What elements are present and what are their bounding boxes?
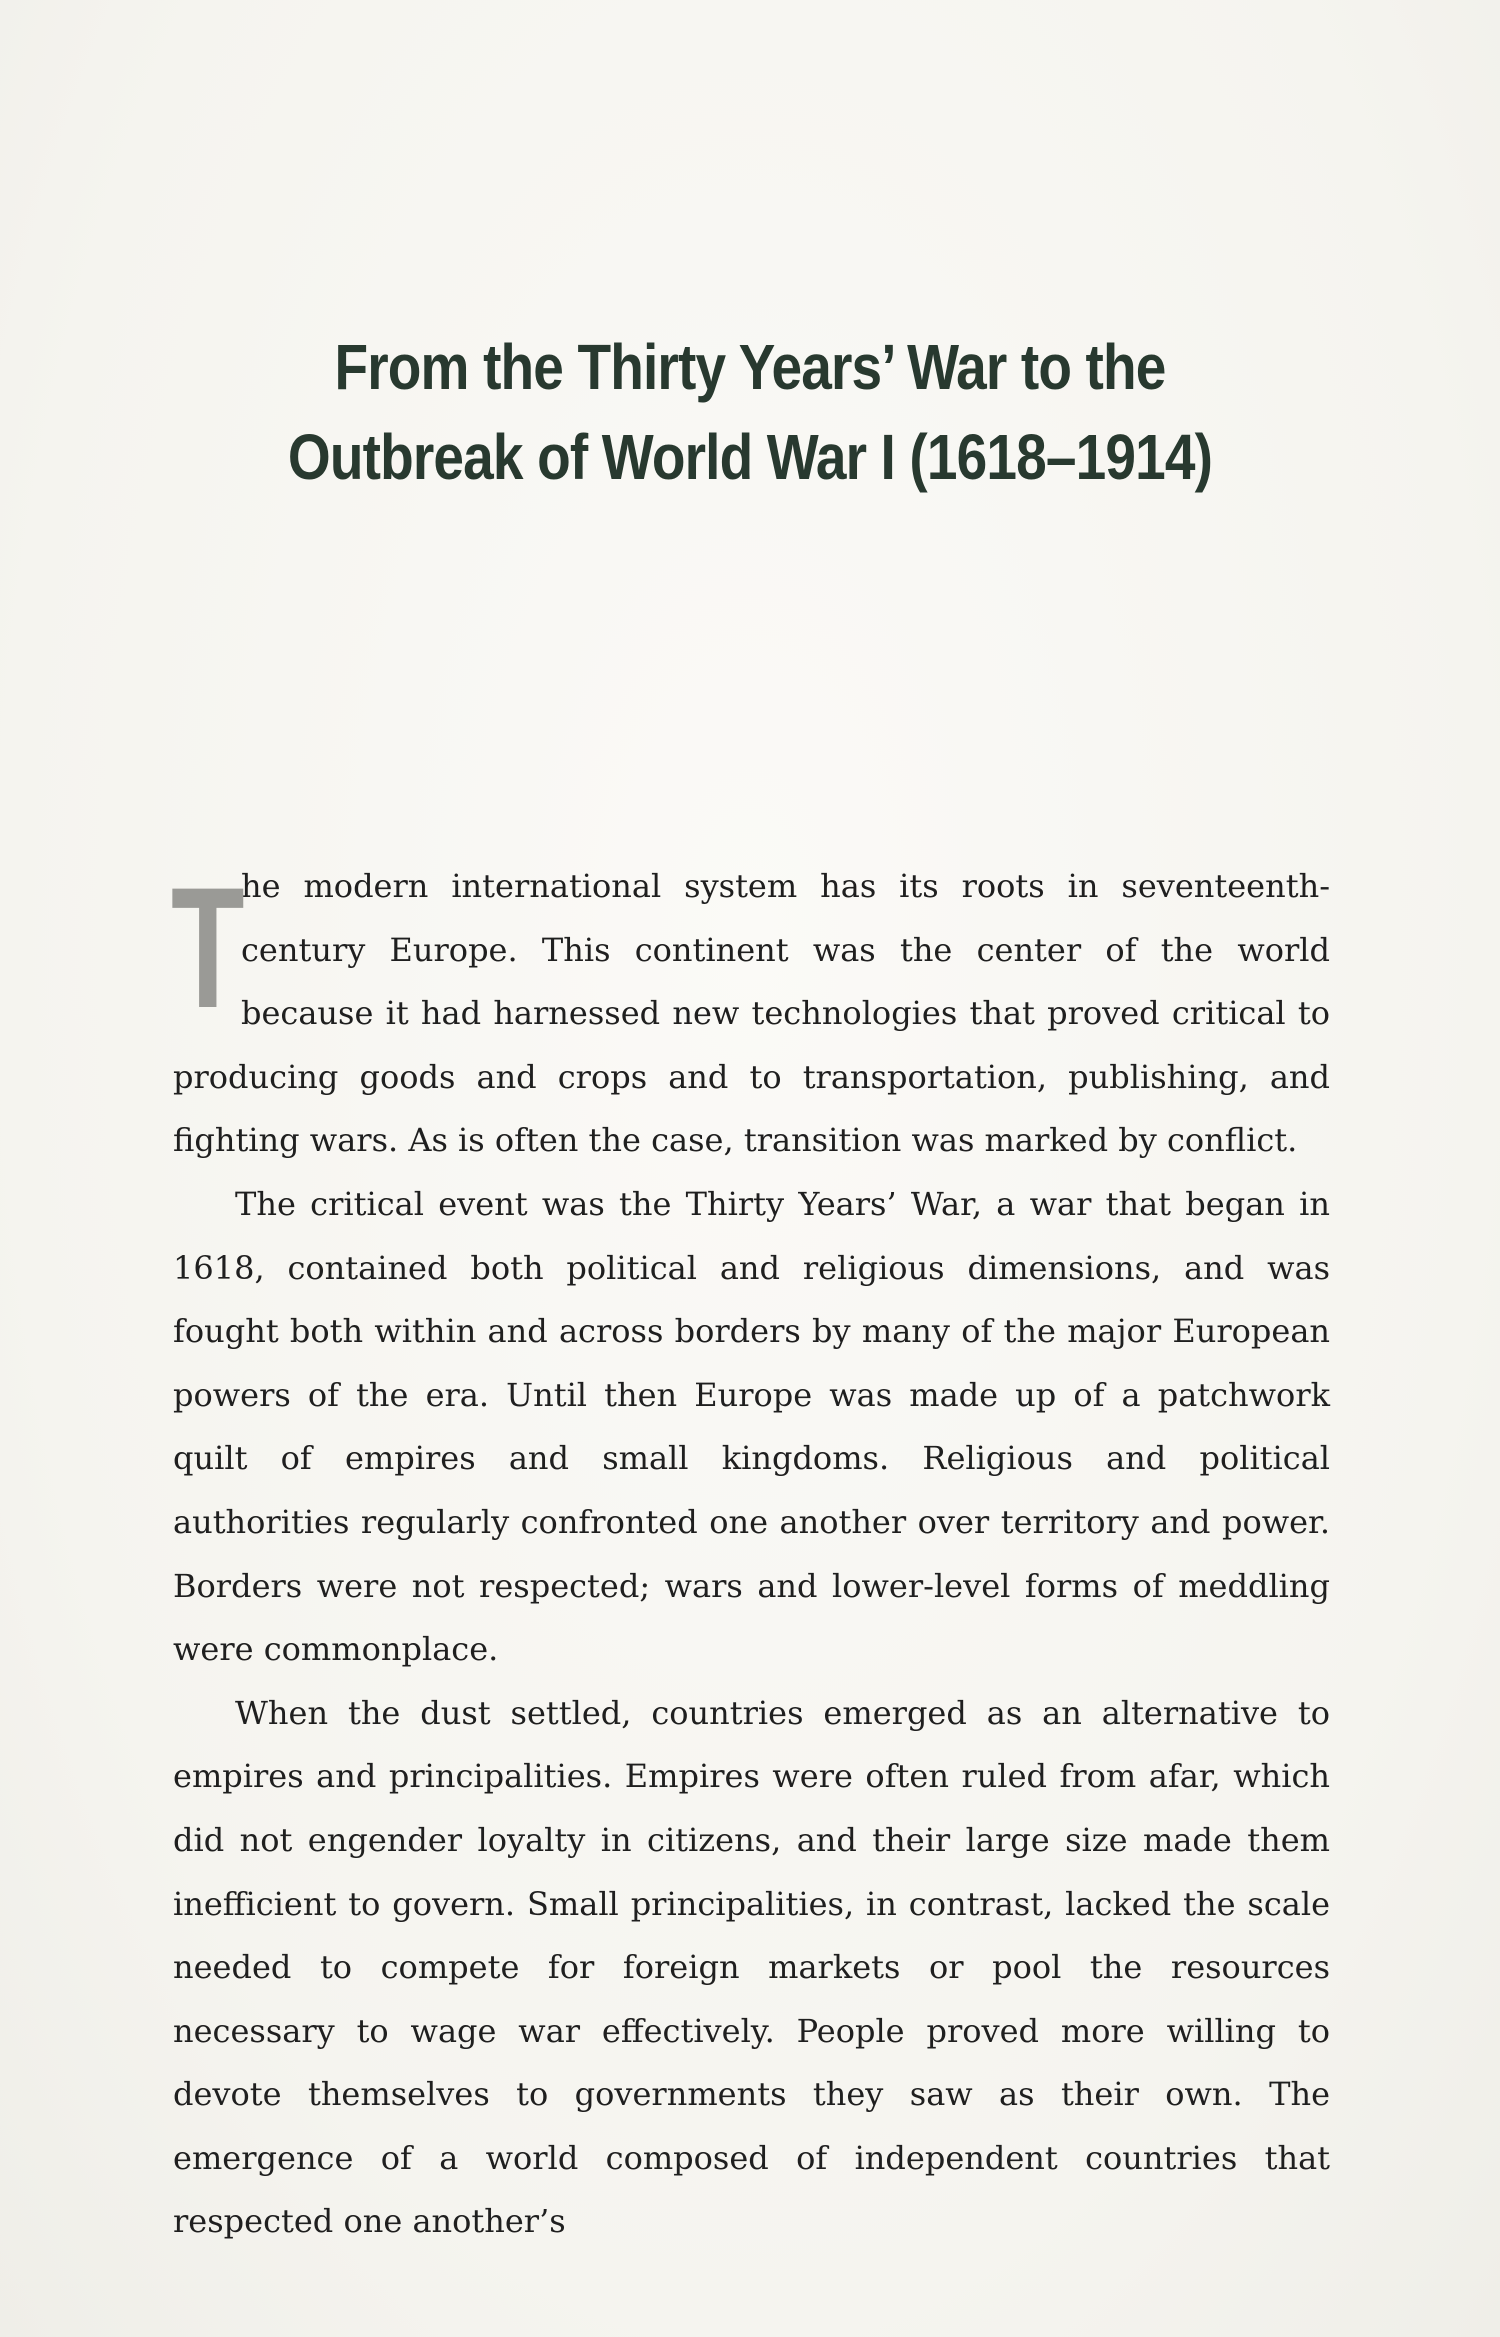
body-text	[171, 852, 1330, 2254]
chapter-title	[234, 322, 1266, 502]
paragraph-3: When the dust settled, countries emerged as an alternative to empires and principalities. Empires were often ruled from afar, which did not engender loyalty in citizens, and their large size made them inefficient to govern. Small principalities, in contrast, lacked the scale needed to compete for foreign markets or pool the resources necessary to wage war effectively. People proved more willing to devote themselves to governments they saw as their own. The emergence of a world composed of independent countries that respected one another’s	[173, 1693, 1330, 2241]
paragraph-2: The critical event was the Thirty Years’ War, a war that began in 1618, contained both political and religious dimensions, and was fought both within and across borders by many of the major European powers of the era. Until then Europe was made up of a patchwork quilt of empires and small kingdoms. Religious and political authorities regularly confronted one another over territory and power. Borders were not respected; wars and lower-level forms of meddling were commonplace.	[173, 1184, 1330, 1669]
chapter-title-line-2: Outbreak of World War I (1618–1914)	[287, 421, 1213, 493]
chapter-title-line-1: From the Thirty Years’ War to the	[334, 331, 1166, 403]
paragraph-1	[171, 852, 1330, 1173]
drop-cap: T	[171, 852, 245, 1044]
paragraph-1-text: he modern international system has its roots in seventeenth-century Europe. This continent was the center of the world because it had harnessed new technologies that proved critical to producing goods and crops and to transportation, publishing, and fighting wars. As is often the case, transition was marked by conflict.	[173, 867, 1330, 1160]
